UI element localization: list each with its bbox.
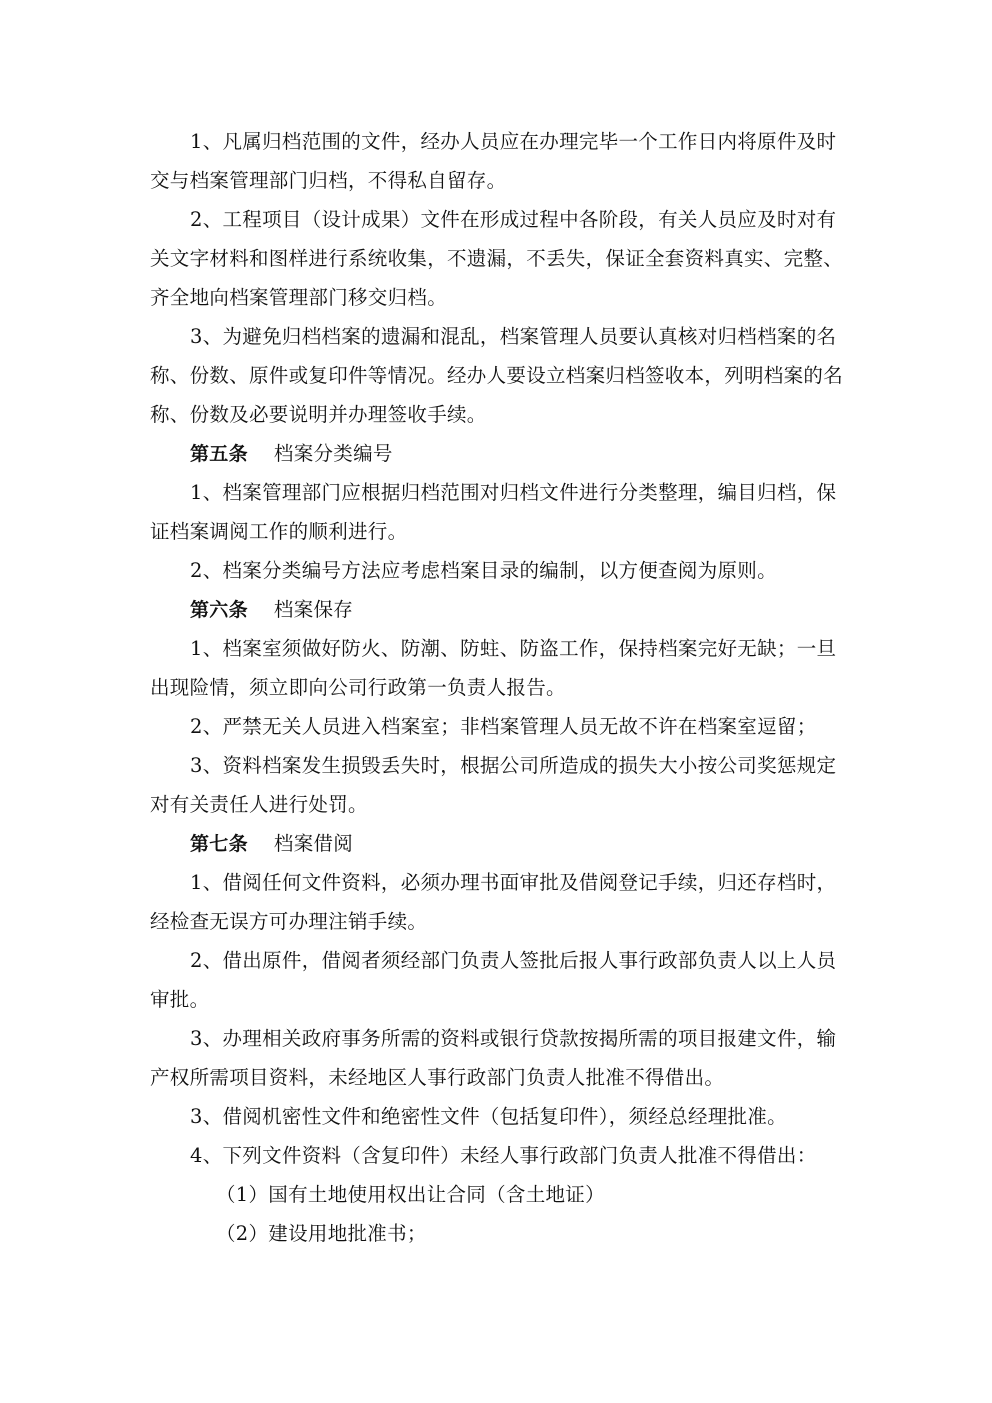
paragraph-line: 关文字材料和图样进行系统收集，不遗漏，不丢失，保证全套资料真实、完整、 (150, 247, 844, 270)
sub-item (150, 1175, 844, 1214)
paragraph (150, 1097, 844, 1136)
paragraph (150, 200, 844, 317)
paragraph (150, 629, 844, 707)
article-heading (150, 590, 844, 629)
article-title: 档案分类编号 (273, 442, 393, 465)
paragraph-line: 交与档案管理部门归档，不得私自留存。 (150, 169, 507, 192)
article-number: 第七条 (190, 833, 248, 855)
paragraph-line: 出现险情，须立即向公司行政第一负责人报告。 (150, 676, 566, 699)
article-heading (150, 434, 844, 473)
paragraph-line: 经检查无误方可办理注销手续。 (150, 910, 428, 933)
paragraph-line: 产权所需项目资料，未经地区人事行政部门负责人批准不得借出。 (150, 1066, 725, 1089)
paragraph-line: 审批。 (150, 988, 210, 1011)
article-number: 第五条 (190, 443, 248, 465)
paragraph-line: 1、凡属归档范围的文件，经办人员应在办理完毕一个工作日内将原件及时 (190, 130, 837, 153)
paragraph (150, 317, 844, 434)
paragraph-line: 3、为避免归档档案的遗漏和混乱，档案管理人员要认真核对归档档案的名 (190, 325, 837, 348)
sub-item (150, 1214, 844, 1253)
paragraph-line: 称、份数、原件或复印件等情况。经办人要设立档案归档签收本，列明档案的名 (150, 364, 844, 387)
article-title: 档案保存 (273, 598, 354, 621)
paragraph-line: 2、档案分类编号方法应考虑档案目录的编制，以方便查阅为原则。 (190, 559, 777, 582)
paragraph-line: 1、档案室须做好防火、防潮、防蛀、防盗工作，保持档案完好无缺；一旦 (190, 637, 837, 660)
paragraph (150, 746, 844, 824)
paragraph-line: 2、借出原件，借阅者须经部门负责人签批后报人事行政部负责人以上人员 (190, 949, 837, 972)
paragraph (150, 941, 844, 1019)
paragraph-line: 2、严禁无关人员进入档案室；非档案管理人员无故不许在档案室逗留； (190, 715, 817, 738)
paragraph-line: 证档案调阅工作的顺利进行。 (150, 520, 408, 543)
paragraph-line: 称、份数及必要说明并办理签收手续。 (150, 403, 487, 426)
paragraph (150, 551, 844, 590)
paragraph-line: 4、下列文件资料（含复印件）未经人事行政部门负责人批准不得借出： (190, 1144, 817, 1167)
paragraph-line: 2、工程项目（设计成果）文件在形成过程中各阶段，有关人员应及时对有 (190, 208, 837, 231)
paragraph-line: 1、档案管理部门应根据归档范围对归档文件进行分类整理，编目归档，保 (190, 481, 837, 504)
paragraph (150, 473, 844, 551)
paragraph-line: 对有关责任人进行处罚。 (150, 793, 368, 816)
article-heading (150, 824, 844, 863)
paragraph-line: 3、资料档案发生损毁丢失时，根据公司所造成的损失大小按公司奖惩规定 (190, 754, 837, 777)
paragraph-line: 齐全地向档案管理部门移交归档。 (150, 286, 448, 309)
paragraph-line: 3、借阅机密性文件和绝密性文件（包括复印件），须经总经理批准。 (190, 1105, 787, 1128)
article-title: 档案借阅 (273, 832, 354, 855)
paragraph (150, 707, 844, 746)
paragraph (150, 1136, 844, 1175)
paragraph (150, 1019, 844, 1097)
document-body (150, 122, 844, 1253)
paragraph-line: 1、借阅任何文件资料，必须办理书面审批及借阅登记手续，归还存档时， (190, 871, 837, 894)
sub-item-line: （1）国有土地使用权出让合同（含土地证） (216, 1183, 605, 1206)
paragraph (150, 122, 844, 200)
article-number: 第六条 (190, 599, 248, 621)
sub-item-line: （2）建设用地批准书； (216, 1222, 427, 1245)
paragraph (150, 863, 844, 941)
paragraph-line: 3、办理相关政府事务所需的资料或银行贷款按揭所需的项目报建文件，输 (190, 1027, 837, 1050)
